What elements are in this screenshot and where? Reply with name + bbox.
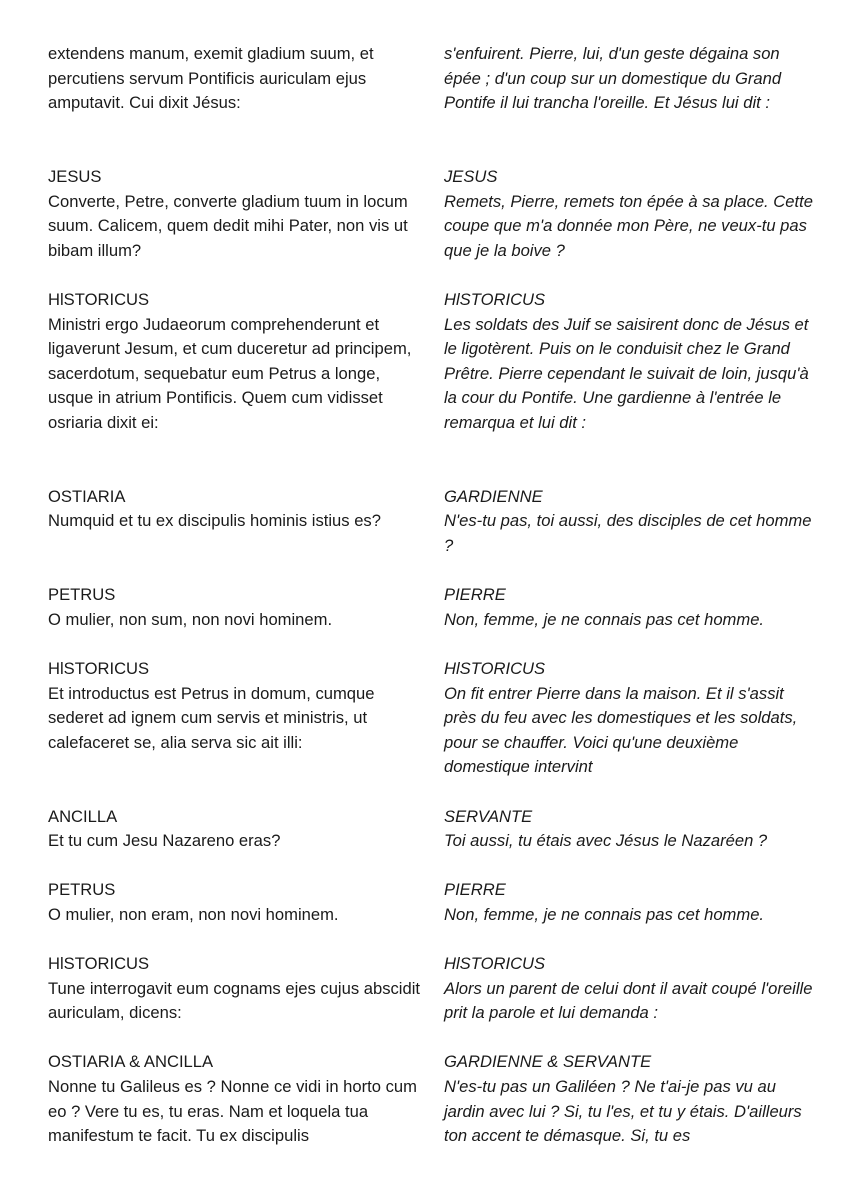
french-historicus-block-3 — [444, 952, 816, 1026]
latin-historicus-block-3 — [48, 952, 428, 1026]
dialogue-text: Tune interrogavit eum cognams ejes cujus abscidit auriculam, dicens: — [48, 978, 421, 1023]
french-column — [444, 42, 816, 1149]
french-pierre-block-1 — [444, 583, 816, 632]
dialogue-text: Toi aussi, tu étais avec Jésus le Nazaréen ? — [444, 831, 768, 851]
latin-historicus-block-1 — [48, 288, 428, 460]
latin-ostiaria-ancilla-block — [48, 1050, 428, 1148]
latin-column — [48, 42, 428, 1149]
dialogue-text: Non, femme, je ne connais pas cet homme. — [444, 904, 765, 924]
french-gardienne-servante-block — [444, 1050, 816, 1148]
french-lead — [444, 42, 816, 140]
latin-jesus-block — [48, 165, 428, 263]
dialogue-text: Et tu cum Jesu Nazareno eras? — [48, 831, 281, 851]
speaker-label: GARDIENNE — [444, 486, 543, 506]
french-historicus-block-2 — [444, 657, 816, 780]
french-jesus-block — [444, 165, 816, 263]
dialogue-text: N'es-tu pas, toi aussi, des disciples de cet homme ? — [444, 511, 812, 555]
dialogue-text: Alors un parent de celui dont il avait coupé l'oreille prit la parole et lui demanda : — [444, 978, 813, 1023]
dialogue-text: O mulier, non sum, non novi hominem. — [48, 609, 333, 629]
speaker-label: JESUS — [444, 166, 498, 186]
french-servante-block — [444, 805, 816, 854]
speaker-label: HlSTORICUS — [444, 289, 546, 309]
speaker-label: HlSTORICUS — [48, 289, 150, 309]
french-lead-text: s'enfuirent. Pierre, lui, d'un geste dégaina son épée ; d'un coup sur un domestique du Grand Pontife il lui trancha l'oreille. Et Jésus lui dit : — [444, 44, 782, 113]
latin-historicus-block-2 — [48, 657, 428, 780]
latin-petrus-block-2 — [48, 878, 428, 927]
dialogue-text: On fit entrer Pierre dans la maison. Et il s'assit près du feu avec les domestiques et les soldats, pour se chauffer. Voici qu'une deuxième domestique intervint — [444, 683, 798, 777]
latin-ancilla-block — [48, 805, 428, 854]
speaker-label: HlSTORICUS — [48, 658, 150, 678]
speaker-label: PETRUS — [48, 880, 116, 900]
speaker-label: OSTIARIA — [48, 486, 126, 506]
dialogue-text: Ministri ergo Judaeorum comprehenderunt et ligaverunt Jesum, et cum duceretur ad principem, sacerdotum, sequebatur eum Petrus a longe, usque in atrium Pontificis. Quem cum vidisset osriaria dixit ei: — [48, 314, 412, 432]
dialogue-text: Remets, Pierre, remets ton épée à sa place. Cette coupe que m'a donnée mon Père, ne veux-tu pas que je la boive ? — [444, 191, 813, 260]
speaker-label: HlSTORICUS — [444, 658, 546, 678]
speaker-label: PETRUS — [48, 585, 116, 605]
french-gardienne-block — [444, 485, 816, 559]
dialogue-text: Les soldats des Juif se saisirent donc de Jésus et le ligotèrent. Puis on le conduisit chez le Grand Prêtre. Pierre cependant le suivait de loin, jusqu'à la cour du Pontife. Une gardienne à l'entrée le remarqua et lui dit : — [444, 314, 809, 432]
speaker-label: OSTIARIA & ANCILLA — [48, 1052, 214, 1072]
latin-lead-text: extendens manum, exemit gladium suum, et percutiens servum Pontificis auriculam ejus amputavit. Cui dixit Jésus: — [48, 44, 374, 113]
dialogue-text: Converte, Petre, converte gladium tuum in locum suum. Calicem, quem dedit mihi Pater, non vis ut bibam illum? — [48, 191, 408, 260]
latin-ostiaria-block — [48, 485, 428, 559]
dialogue-text: O mulier, non eram, non novi hominem. — [48, 904, 339, 924]
dialogue-text: Numquid et tu ex discipulis hominis istius es? — [48, 511, 381, 531]
speaker-label: HlSTORICUS — [48, 954, 150, 974]
dialogue-text: Nonne tu Galileus es ? Nonne ce vidi in horto cum eo ? Vere tu es, tu eras. Nam et loquela tua manifestum te facit. Tu ex discipulis — [48, 1077, 417, 1146]
dialogue-text: Non, femme, je ne connais pas cet homme. — [444, 609, 765, 629]
speaker-label: PIERRE — [444, 880, 506, 900]
speaker-label: GARDIENNE & SERVANTE — [444, 1052, 652, 1072]
french-historicus-block-1 — [444, 288, 816, 460]
french-pierre-block-2 — [444, 878, 816, 927]
speaker-label: PIERRE — [444, 585, 506, 605]
speaker-label: SERVANTE — [444, 806, 533, 826]
speaker-label: JESUS — [48, 166, 102, 186]
latin-lead — [48, 42, 428, 140]
latin-petrus-block-1 — [48, 583, 428, 632]
speaker-label: ANCILLA — [48, 806, 118, 826]
dialogue-text: N'es-tu pas un Galiléen ? Ne t'ai-je pas vu au jardin avec lui ? Si, tu l'es, et tu y étais. D'ailleurs ton accent te démasque. Si, tu es — [444, 1077, 802, 1146]
dialogue-text: Et introductus est Petrus in domum, cumque sederet ad ignem cum servis et ministris, ut calefaceret se, alia serva sic ait illi: — [48, 683, 375, 752]
speaker-label: HlSTORICUS — [444, 954, 546, 974]
